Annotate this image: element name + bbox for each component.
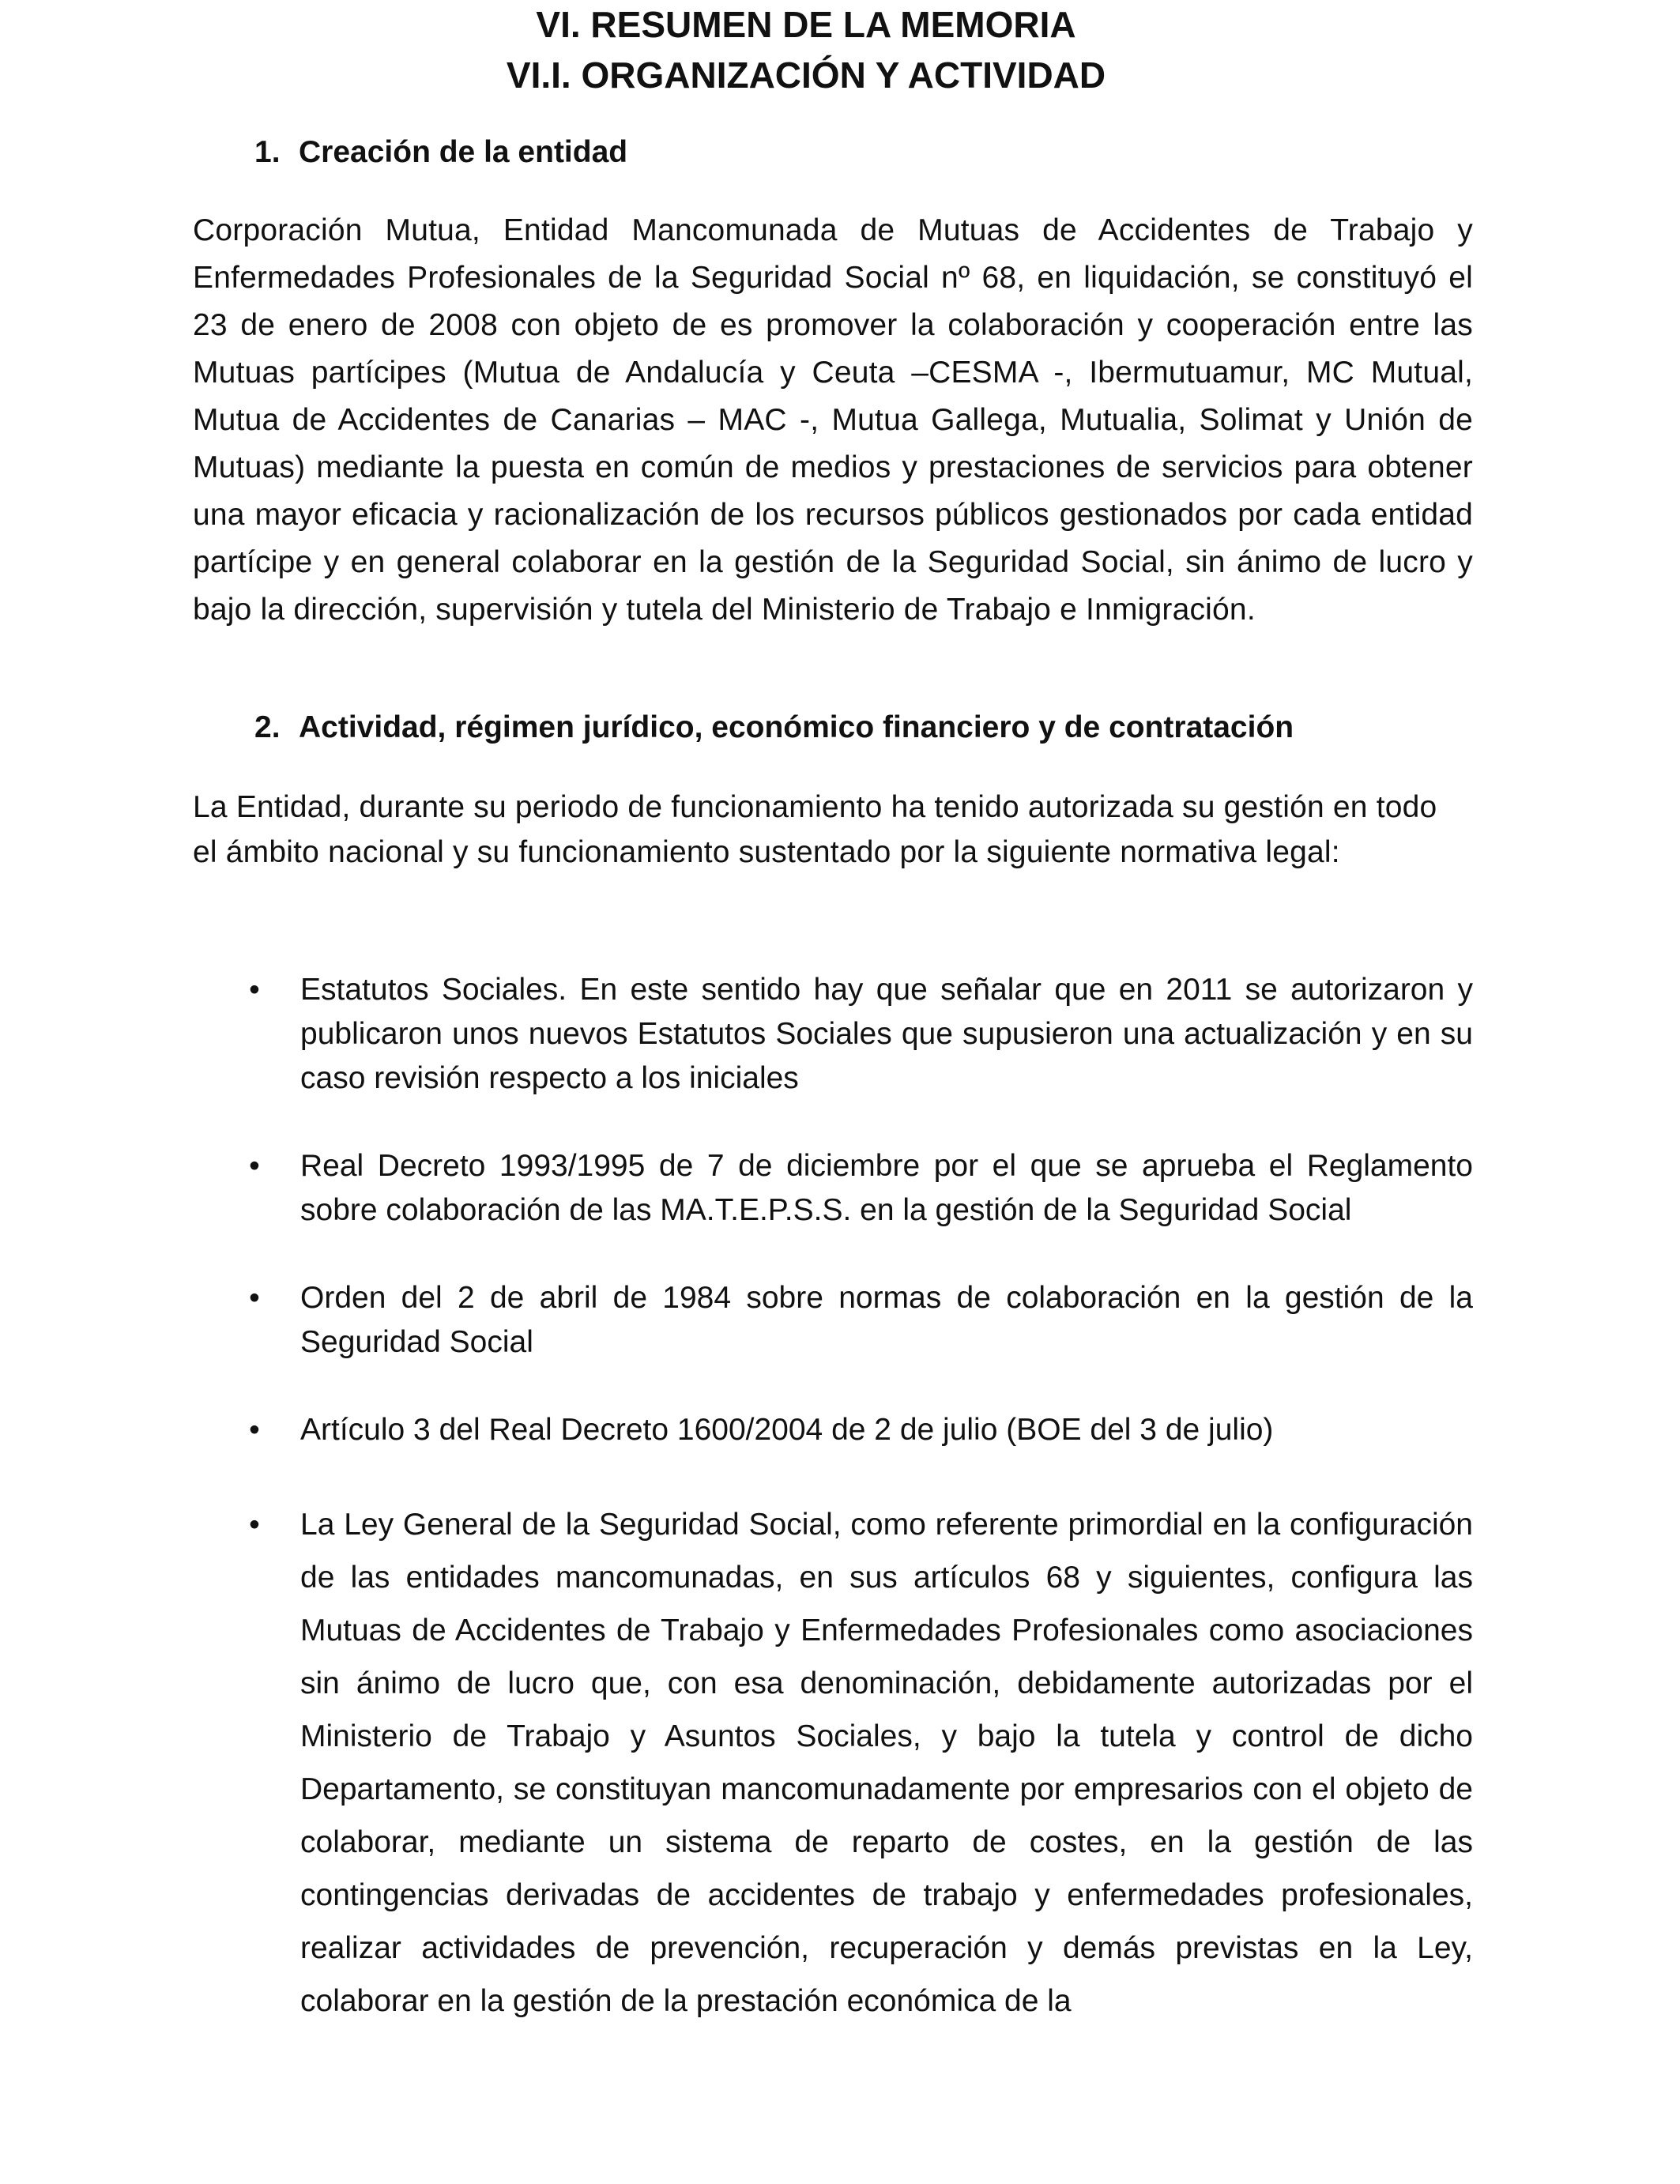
list-item (0, 1276, 1473, 1365)
list-item (0, 1498, 1473, 2028)
section-2-heading (254, 708, 1294, 747)
section-2-number: 2. (254, 710, 281, 744)
legal-norms-list (0, 968, 1680, 2028)
section-1-paragraph: Corporación Mutua, Entidad Mancomunada de Mutuas de Accidentes de Trabajo y Enfermedades Profesionales de la Seguridad Social nº 68, en liquidación, se constituyó el 23 de enero de 2008 con objeto de es promover la colaboración y cooperación entre las Mutuas partícipes (Mutua de Andalucía y Ceuta –CESMA -, Ibermutuamur, MC Mutual, Mutua de Accidentes de Canarias – MAC -, Mutua Gallega, Mutualia, Solimat y Unión de Mutuas) mediante la puesta en común de medios y prestaciones de servicios para obtener una mayor eficacia y racionalización de los recursos públicos gestionados por cada entidad partícipe y en general colaborar en la gestión de la Seguridad Social, sin ánimo de lucro y bajo la dirección, supervisión y tutela del Ministerio de Trabajo e Inmigración. (193, 213, 1473, 627)
bullet-icon: • (249, 1281, 260, 1315)
list-item-text: Orden del 2 de abril de 1984 sobre normas de colaboración en la gestión de la Seguridad Social (300, 1281, 1473, 1359)
list-item-text: La Ley General de la Seguridad Social, como referente primordial en la configuración de las entidades mancomunadas, en sus artículos 68 y siguientes, configura las Mutuas de Accidentes de Trabajo y Enfermedades Profesionales como asociaciones sin ánimo de lucro que, con esa denominación, debidamente autorizadas por el Ministerio de Trabajo y Asuntos Sociales, y bajo la tutela y control de dicho Departamento, se constituyan mancomunadamente por empresarios con el objeto de colaborar, mediante un sistema de reparto de costes, en la gestión de las contingencias derivadas de accidentes de trabajo y enfermedades profesionales, realizar actividades de prevención, recuperación y demás previstas en la Ley, colaborar en la gestión de la prestación económica de la (300, 1508, 1473, 2018)
list-item-text: Artículo 3 del Real Decreto 1600/2004 de 2 de julio (BOE del 3 de julio) (300, 1413, 1274, 1447)
document-subtitle: VI.I. ORGANIZACIÓN Y ACTIVIDAD (506, 55, 1106, 96)
bullet-icon: • (249, 973, 260, 1007)
bullet-icon: • (249, 1149, 260, 1183)
bullet-icon: • (249, 1508, 260, 1542)
list-item-text: Estatutos Sociales. En este sentido hay que señalar que en 2011 se autorizaron y publicaron unos nuevos Estatutos Sociales que supusieron una actualización y en su caso revisión respecto a los iniciales (300, 973, 1473, 1095)
section-2-intro: La Entidad, durante su periodo de funcionamiento ha tenido autorizada su gestión en todo el ámbito nacional y su funcionamiento sustentado por la siguiente normativa legal: (193, 790, 1437, 869)
section-1-title: Creación de la entidad (299, 135, 628, 169)
section-1-number: 1. (254, 135, 281, 169)
section-1-heading (254, 133, 627, 172)
bullet-icon: • (249, 1413, 260, 1447)
list-item (0, 968, 1473, 1101)
document-title: VI. RESUMEN DE LA MEMORIA (536, 4, 1076, 45)
list-item (0, 1144, 1473, 1233)
list-item-text: Real Decreto 1993/1995 de 7 de diciembre por el que se aprueba el Reglamento sobre colaboración de las MA.T.E.P.S.S. en la gestión de la Seguridad Social (300, 1149, 1473, 1227)
section-2-title: Actividad, régimen jurídico, económico financiero y de contratación (299, 710, 1294, 744)
list-item (0, 1408, 1473, 1452)
